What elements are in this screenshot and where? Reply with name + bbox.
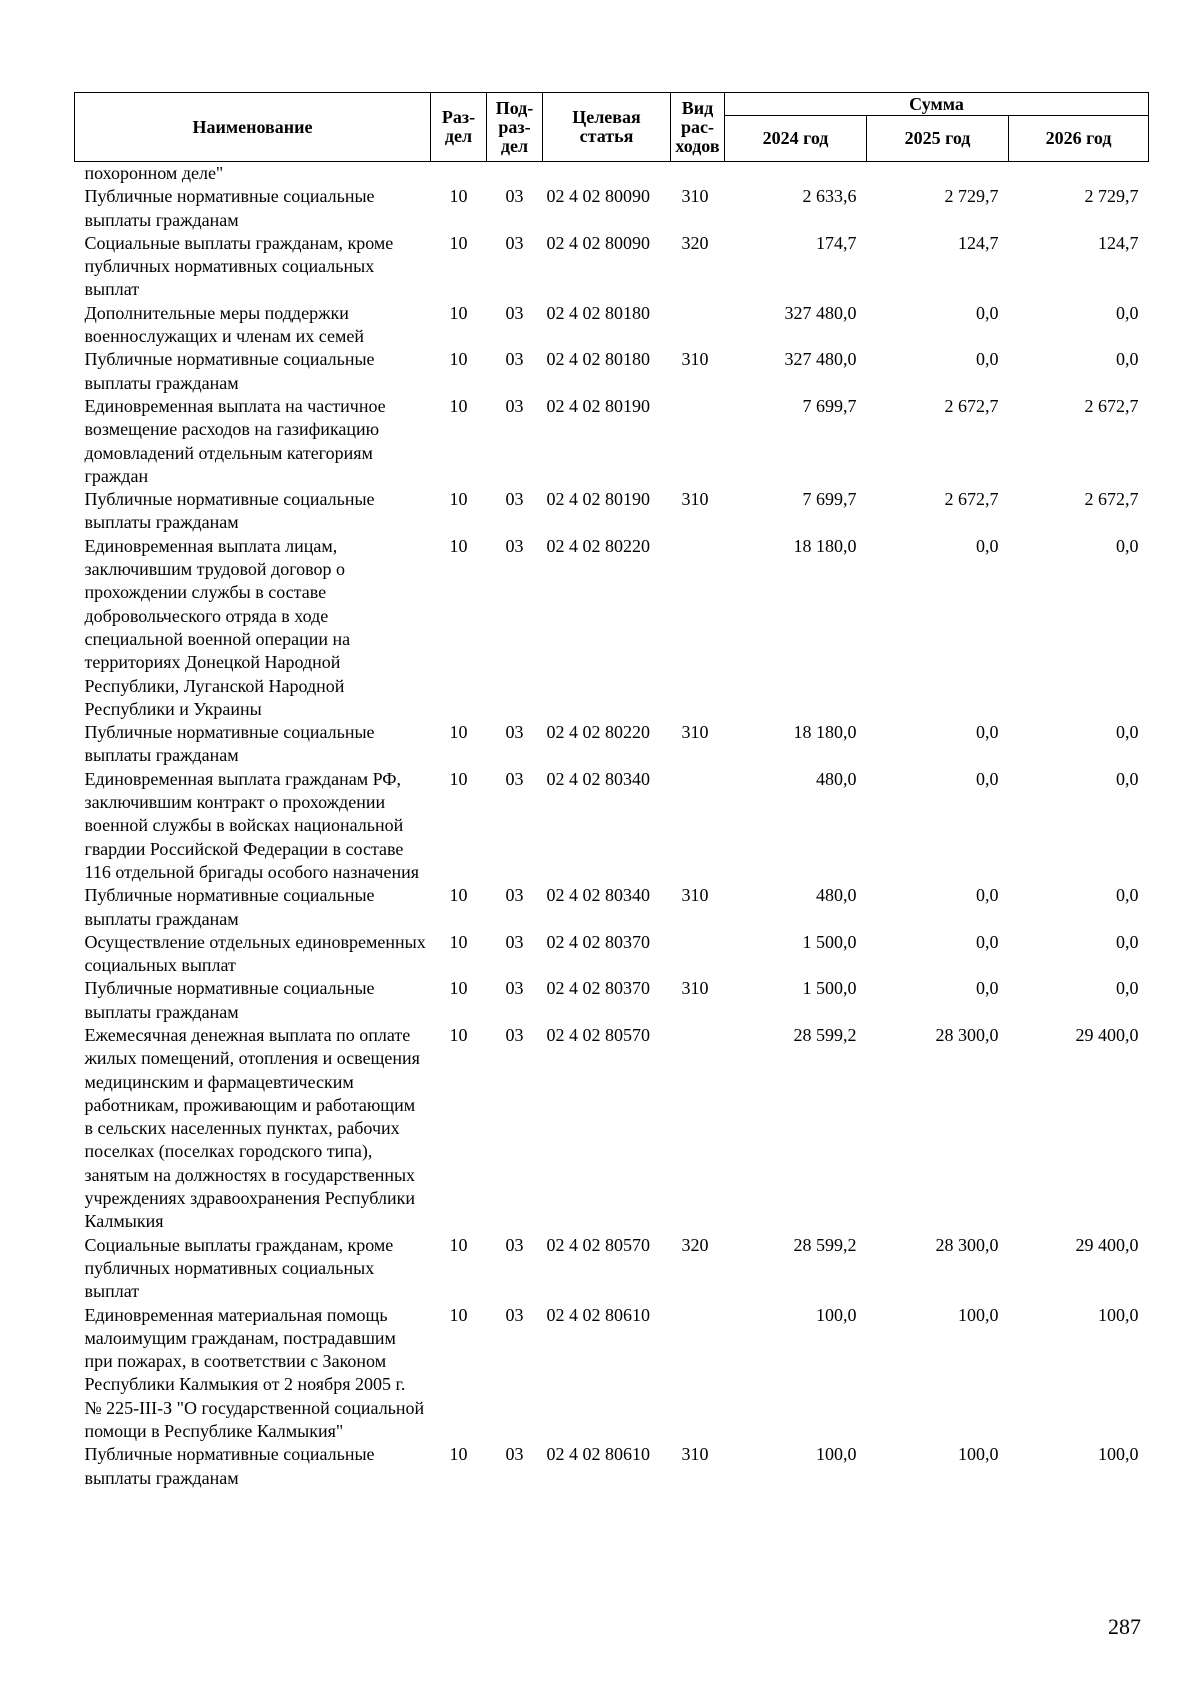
budget-table (74, 92, 1149, 1490)
table-row (75, 1443, 1149, 1490)
cell-name: Публичные нормативные социальные выплаты гражданам (84, 978, 375, 1022)
cell-subsection: 03 (505, 1024, 524, 1045)
cell-subsection: 03 (505, 302, 524, 323)
cell-2026: 124,7 (1098, 232, 1139, 253)
cell-2025: 0,0 (976, 978, 999, 999)
cell-2026: 0,0 (1116, 931, 1139, 952)
cell-2026: 29 400,0 (1075, 1024, 1139, 1045)
cell-target (543, 162, 671, 186)
cell-target: 02 4 02 80090 (546, 232, 650, 253)
cell-2024: 7 699,7 (802, 489, 857, 510)
cell-2026: 2 672,7 (1084, 395, 1139, 416)
cell-name: Публичные нормативные социальные выплаты гражданам (84, 885, 375, 929)
cell-target: 02 4 02 80570 (546, 1234, 650, 1255)
cell-name: Публичные нормативные социальные выплаты гражданам (84, 349, 375, 393)
cell-subsection: 03 (505, 535, 524, 556)
cell-2026: 0,0 (1116, 722, 1139, 743)
table-body (75, 162, 1149, 1490)
cell-name: похоронном деле" (84, 163, 224, 183)
header-kind: Вид рас- ходов (671, 93, 725, 162)
cell-target: 02 4 02 80180 (546, 302, 650, 323)
cell-2026: 100,0 (1098, 1444, 1139, 1465)
cell-target: 02 4 02 80370 (546, 931, 650, 952)
cell-section (431, 162, 487, 186)
cell-2024: 7 699,7 (802, 395, 857, 416)
cell-subsection: 03 (505, 232, 524, 253)
cell-section: 10 (449, 1024, 468, 1045)
cell-subsection: 03 (505, 768, 524, 789)
cell-section: 10 (449, 1444, 468, 1465)
table-row (75, 162, 1149, 186)
cell-2025: 2 672,7 (944, 489, 999, 510)
cell-2026: 0,0 (1116, 302, 1139, 323)
table-row (75, 931, 1149, 978)
cell-name: Единовременная выплата гражданам РФ, заключившим контракт о прохождении военной службы в войсках национальной гвардии Российской Федерации в составе 116 отдельной бригады особого назначения (84, 768, 419, 882)
cell-2026: 0,0 (1116, 885, 1139, 906)
cell-name: Публичные нормативные социальные выплаты гражданам (84, 722, 375, 766)
cell-name: Публичные нормативные социальные выплаты гражданам (84, 186, 375, 230)
cell-2025: 0,0 (976, 535, 999, 556)
cell-2026: 0,0 (1116, 535, 1139, 556)
cell-subsection: 03 (505, 349, 524, 370)
cell-name: Социальные выплаты гражданам, кроме публичных нормативных социальных выплат (84, 1234, 394, 1302)
cell-kind: 320 (681, 232, 709, 253)
header-year-2025: 2025 год (867, 116, 1009, 162)
table-row (75, 185, 1149, 232)
cell-name: Публичные нормативные социальные выплаты гражданам (84, 1444, 375, 1488)
cell-kind: 310 (681, 489, 709, 510)
cell-target: 02 4 02 80190 (546, 395, 650, 416)
cell-kind (671, 768, 725, 884)
cell-2026: 100,0 (1098, 1304, 1139, 1325)
cell-subsection (487, 162, 543, 186)
header-subsection: Под- раз- дел (487, 93, 543, 162)
page-number: 287 (1108, 1614, 1141, 1639)
cell-2024: 2 633,6 (802, 186, 857, 207)
cell-subsection: 03 (505, 931, 524, 952)
cell-section: 10 (449, 885, 468, 906)
cell-name: Осуществление отдельных единовременных социальных выплат (84, 931, 426, 976)
cell-target: 02 4 02 80340 (546, 768, 650, 789)
cell-section: 10 (449, 978, 468, 999)
cell-subsection: 03 (505, 186, 524, 207)
header-year-2024: 2024 год (725, 116, 867, 162)
cell-target: 02 4 02 80180 (546, 349, 650, 370)
header-sum: Сумма (725, 93, 1149, 116)
table-row (75, 884, 1149, 931)
header-year-2026: 2026 год (1009, 116, 1149, 162)
cell-2024: 1 500,0 (802, 931, 857, 952)
cell-2024: 100,0 (816, 1444, 857, 1465)
cell-2025: 0,0 (976, 931, 999, 952)
cell-2025: 2 672,7 (944, 395, 999, 416)
cell-name: Социальные выплаты гражданам, кроме публичных нормативных социальных выплат (84, 232, 394, 300)
cell-2024: 100,0 (816, 1304, 857, 1325)
cell-subsection: 03 (505, 885, 524, 906)
cell-2024: 327 480,0 (784, 349, 857, 370)
cell-2025: 28 300,0 (935, 1234, 999, 1255)
header-name: Наименование (75, 93, 431, 162)
cell-kind (671, 535, 725, 721)
table-row (75, 1024, 1149, 1234)
header-section: Раз- дел (431, 93, 487, 162)
cell-section: 10 (449, 349, 468, 370)
table-row (75, 535, 1149, 721)
cell-2026: 2 729,7 (1084, 186, 1139, 207)
table-row (75, 977, 1149, 1024)
cell-2024: 28 599,2 (793, 1234, 857, 1255)
cell-target: 02 4 02 80090 (546, 186, 650, 207)
cell-name: Ежемесячная денежная выплата по оплате жилых помещений, отопления и освещения медицинским и фармацевтическим работникам, проживающим и работающим в сельских населенных пунктах, рабочих поселках (поселках городского типа), занятым на должностях в государственных учреждениях здравоохранения Республики Калмыкия (84, 1024, 420, 1232)
cell-2025: 2 729,7 (944, 186, 999, 207)
cell-2025 (867, 162, 1009, 186)
cell-2025: 0,0 (976, 768, 999, 789)
cell-2026: 0,0 (1116, 349, 1139, 370)
cell-kind (671, 1024, 725, 1234)
cell-2026: 2 672,7 (1084, 489, 1139, 510)
header-target: Целевая статья (543, 93, 671, 162)
cell-subsection: 03 (505, 1444, 524, 1465)
cell-section: 10 (449, 395, 468, 416)
cell-section: 10 (449, 232, 468, 253)
cell-name: Единовременная выплата на частичное возмещение расходов на газификацию домовладений отдельным категориям граждан (84, 395, 386, 486)
cell-2024 (725, 162, 867, 186)
cell-target: 02 4 02 80220 (546, 722, 650, 743)
cell-2026: 0,0 (1116, 768, 1139, 789)
cell-kind: 310 (681, 349, 709, 370)
cell-kind (671, 931, 725, 978)
cell-name: Единовременная выплата лицам, заключившим трудовой договор о прохождении службы в составе добровольческого отряда в ходе специальной военной операции на территориях Донецкой Народной Республики, Луганской Народной Республики и Украины (84, 535, 351, 719)
table-row (75, 488, 1149, 535)
table-row (75, 302, 1149, 349)
table-row (75, 1234, 1149, 1304)
cell-2026 (1009, 162, 1149, 186)
cell-section: 10 (449, 489, 468, 510)
cell-2025: 0,0 (976, 885, 999, 906)
cell-target: 02 4 02 80570 (546, 1024, 650, 1045)
cell-section: 10 (449, 1234, 468, 1255)
cell-subsection: 03 (505, 978, 524, 999)
cell-2024: 1 500,0 (802, 978, 857, 999)
cell-name: Дополнительные меры поддержки военнослужащих и членам их семей (84, 302, 364, 347)
cell-target: 02 4 02 80340 (546, 885, 650, 906)
cell-section: 10 (449, 186, 468, 207)
cell-2024: 327 480,0 (784, 302, 857, 323)
cell-name: Единовременная материальная помощь малоимущим гражданам, пострадавшим при пожарах, в соответствии с Законом Республики Калмыкия от 2 ноября 2005 г. № 225-III-З "О государственной социальной помощи в Республике Калмыкия" (84, 1304, 425, 1442)
cell-2026: 29 400,0 (1075, 1234, 1139, 1255)
cell-kind: 310 (681, 1444, 709, 1465)
table-row (75, 395, 1149, 488)
cell-2024: 18 180,0 (793, 722, 857, 743)
cell-kind (671, 302, 725, 349)
table-row (75, 721, 1149, 768)
cell-2025: 100,0 (958, 1444, 999, 1465)
cell-section: 10 (449, 722, 468, 743)
cell-kind: 310 (681, 978, 709, 999)
cell-2025: 100,0 (958, 1304, 999, 1325)
cell-2025: 0,0 (976, 349, 999, 370)
cell-subsection: 03 (505, 722, 524, 743)
cell-kind: 310 (681, 885, 709, 906)
cell-2026: 0,0 (1116, 978, 1139, 999)
cell-subsection: 03 (505, 489, 524, 510)
cell-section: 10 (449, 931, 468, 952)
cell-target: 02 4 02 80220 (546, 535, 650, 556)
cell-subsection: 03 (505, 1234, 524, 1255)
cell-2024: 18 180,0 (793, 535, 857, 556)
cell-2024: 174,7 (816, 232, 857, 253)
cell-2025: 28 300,0 (935, 1024, 999, 1045)
cell-section: 10 (449, 535, 468, 556)
table-header (75, 93, 1149, 162)
cell-2025: 124,7 (958, 232, 999, 253)
table-row (75, 232, 1149, 302)
cell-target: 02 4 02 80370 (546, 978, 650, 999)
cell-section: 10 (449, 302, 468, 323)
cell-kind: 320 (681, 1234, 709, 1255)
cell-subsection: 03 (505, 395, 524, 416)
cell-target: 02 4 02 80190 (546, 489, 650, 510)
table-row (75, 348, 1149, 395)
cell-2024: 480,0 (816, 885, 857, 906)
table-row (75, 768, 1149, 884)
cell-kind (671, 162, 725, 186)
cell-2025: 0,0 (976, 722, 999, 743)
cell-kind (671, 395, 725, 488)
table-row (75, 1304, 1149, 1444)
cell-2024: 480,0 (816, 768, 857, 789)
cell-name: Публичные нормативные социальные выплаты гражданам (84, 489, 375, 533)
cell-target: 02 4 02 80610 (546, 1444, 650, 1465)
cell-2024: 28 599,2 (793, 1024, 857, 1045)
cell-kind: 310 (681, 186, 709, 207)
cell-target: 02 4 02 80610 (546, 1304, 650, 1325)
cell-kind (671, 1304, 725, 1444)
cell-subsection: 03 (505, 1304, 524, 1325)
cell-section: 10 (449, 768, 468, 789)
cell-2025: 0,0 (976, 302, 999, 323)
cell-kind: 310 (681, 722, 709, 743)
cell-section: 10 (449, 1304, 468, 1325)
